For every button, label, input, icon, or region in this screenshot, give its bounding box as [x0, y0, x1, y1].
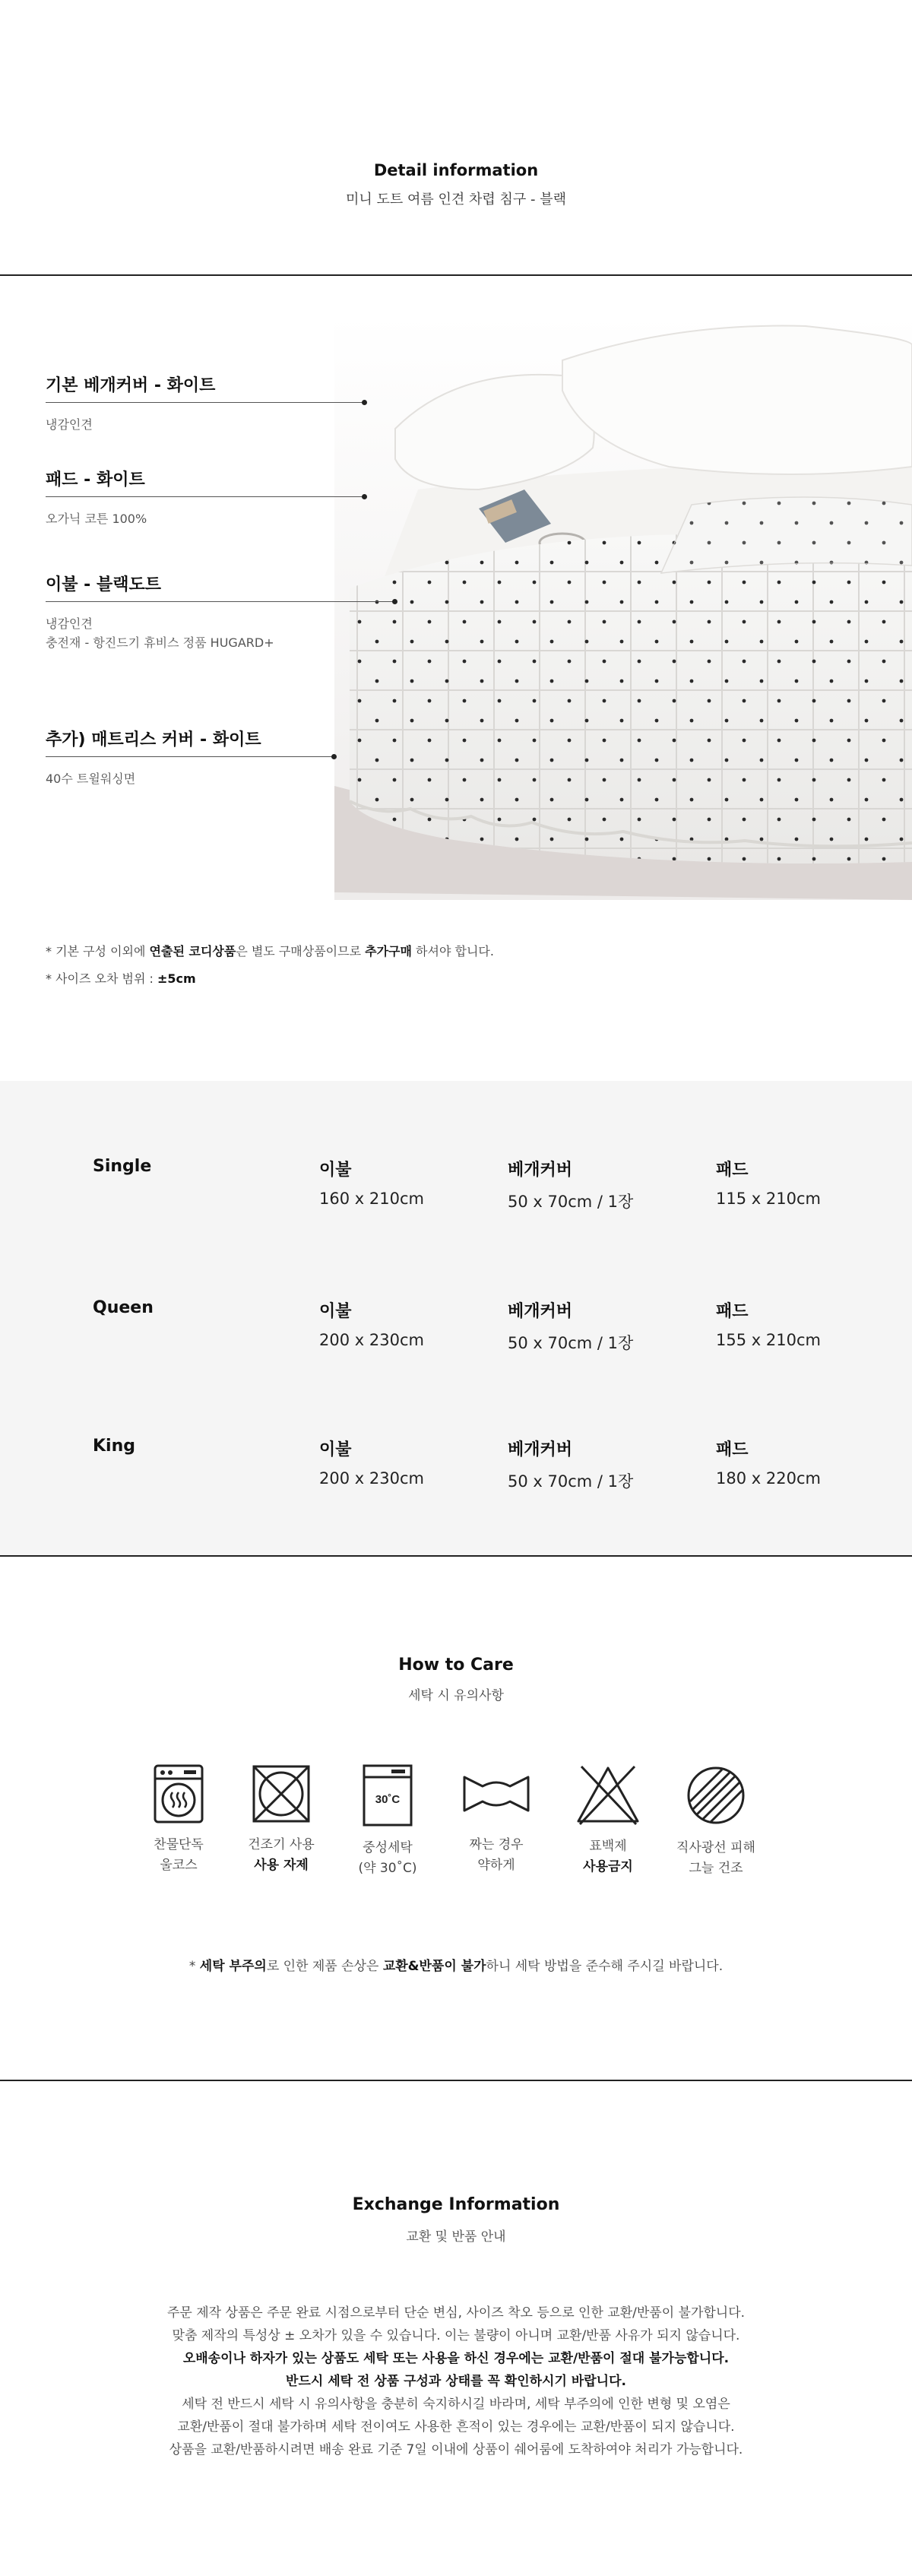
shade-dry-icon — [684, 1763, 748, 1827]
care-item-bleach: 표백제 사용금지 — [555, 1763, 661, 1877]
component-desc: 오가닉 코튼 100% — [46, 512, 147, 526]
leader-line — [46, 496, 365, 497]
size-tolerance-note: * 사이즈 오차 범위 : ±5cm — [46, 971, 196, 986]
care-item-neutral-wash: 30˚C 중성세탁 (약 30˚C) — [334, 1763, 441, 1879]
size-col: 패드 155 x 210cm — [716, 1302, 821, 1349]
component-name: 기본 베개커버 - 화이트 — [46, 376, 216, 395]
size-col: 이불 200 x 230cm — [319, 1302, 424, 1349]
size-col: 이불 200 x 230cm — [319, 1440, 424, 1488]
size-name: Single — [93, 1157, 152, 1176]
care-section — [0, 1557, 912, 2080]
size-row-single — [0, 1157, 912, 1218]
no-bleach-icon — [574, 1763, 642, 1826]
size-table — [0, 1081, 912, 1555]
policy-line: 세탁 전 반드시 세탁 시 유의사항을 충분히 숙지하시길 바라며, 세탁 부주의에 인한 변형 및 오염은 — [182, 2397, 730, 2412]
component-mattress-cover — [46, 727, 334, 788]
component-desc: 40수 트윌워싱면 — [46, 772, 136, 786]
exchange-subtitle: 교환 및 반품 안내 — [406, 2229, 506, 2245]
svg-text:30˚C: 30˚C — [375, 1793, 401, 1806]
component-name: 추가) 매트리스 커버 - 화이트 — [46, 730, 261, 749]
component-pad — [46, 467, 365, 528]
care-item-wring: 짜는 경우 약하게 — [443, 1763, 549, 1876]
exchange-title: Exchange Information — [352, 2195, 560, 2214]
size-name: Queen — [93, 1298, 154, 1317]
coordination-note: * 기본 구성 이외에 연출된 코디상품은 별도 구매상품이므로 추가구매 하셔야 합니다. — [46, 944, 494, 958]
size-col: 이불 160 x 210cm — [319, 1161, 424, 1208]
leader-line — [46, 402, 365, 403]
policy-line: 주문 제작 상품은 주문 완료 시점으로부터 단순 변심, 사이즈 착오 등으로 인한 교환/반품이 불가합니다. — [166, 2305, 746, 2321]
composition-notes — [46, 938, 494, 993]
product-name: 미니 도트 여름 인견 차렵 침구 - 블랙 — [346, 192, 566, 208]
divider — [0, 274, 912, 276]
gentle-wring-icon — [460, 1771, 533, 1817]
care-warning: * 세탁 부주의로 인한 제품 손상은 교환&반품이 불가하니 세탁 방법을 준수해 주시길 바랍니다. — [188, 1959, 724, 1974]
component-comforter — [46, 572, 395, 652]
bedding-photo — [334, 315, 912, 900]
component-name: 패드 - 화이트 — [46, 471, 145, 490]
exchange-policy — [0, 2302, 912, 2461]
size-col: 베개커버 50 x 70cm / 1장 — [508, 1302, 634, 1352]
composition-section — [0, 277, 912, 1082]
leader-line — [46, 756, 334, 757]
care-title: How to Care — [398, 1656, 514, 1675]
leader-line — [46, 601, 395, 602]
washing-machine-wool-icon — [152, 1763, 205, 1824]
policy-line: 상품을 교환/반품하시려면 배송 완료 기준 7일 이내에 상품이 쉐어룸에 도착하여야 처리가 가능합니다. — [169, 2442, 743, 2457]
component-name: 이불 - 블랙도트 — [46, 575, 161, 594]
size-name: King — [93, 1437, 135, 1456]
detail-header — [0, 0, 912, 275]
policy-line: 오배송이나 하자가 있는 상품도 세탁 또는 사용을 하신 경우에는 교환/반품이 절대 불가능합니다. — [182, 2351, 730, 2366]
size-row-queen — [0, 1298, 912, 1359]
size-col: 패드 180 x 220cm — [716, 1440, 821, 1488]
policy-line: 맞춤 제작의 특성상 ± 오차가 있을 수 있습니다. 이는 불량이 아니며 교환/반품 사유가 되지 않습니다. — [172, 2328, 740, 2343]
component-desc: 냉감인견 — [46, 417, 93, 432]
care-item-wash: 찬물단독 울코스 — [125, 1763, 232, 1876]
size-col: 베개커버 50 x 70cm / 1장 — [508, 1161, 634, 1211]
care-item-dryer: 건조기 사용 사용 자제 — [228, 1763, 334, 1876]
exchange-section — [0, 2081, 912, 2576]
size-row-king — [0, 1437, 912, 1497]
care-item-shade-dry: 직사광선 피해 그늘 건조 — [663, 1763, 769, 1879]
detail-title: Detail information — [373, 161, 539, 179]
size-col: 베개커버 50 x 70cm / 1장 — [508, 1440, 634, 1491]
care-subtitle: 세탁 시 유의사항 — [408, 1688, 504, 1703]
component-pillow-cover — [46, 372, 365, 434]
no-tumble-dry-icon — [251, 1763, 312, 1824]
wash-30-icon — [361, 1763, 414, 1827]
component-desc: 냉감인견 충전재 - 항진드기 휴비스 정품 HUGARD+ — [46, 616, 274, 650]
size-col: 패드 115 x 210cm — [716, 1161, 821, 1208]
policy-line: 반드시 세탁 전 상품 구성과 상태를 꼭 확인하시기 바랍니다. — [286, 2374, 626, 2389]
policy-line: 교환/반품이 절대 불가하며 세탁 전이여도 사용한 흔적이 있는 경우에는 교환/반품이 되지 않습니다. — [177, 2419, 735, 2435]
